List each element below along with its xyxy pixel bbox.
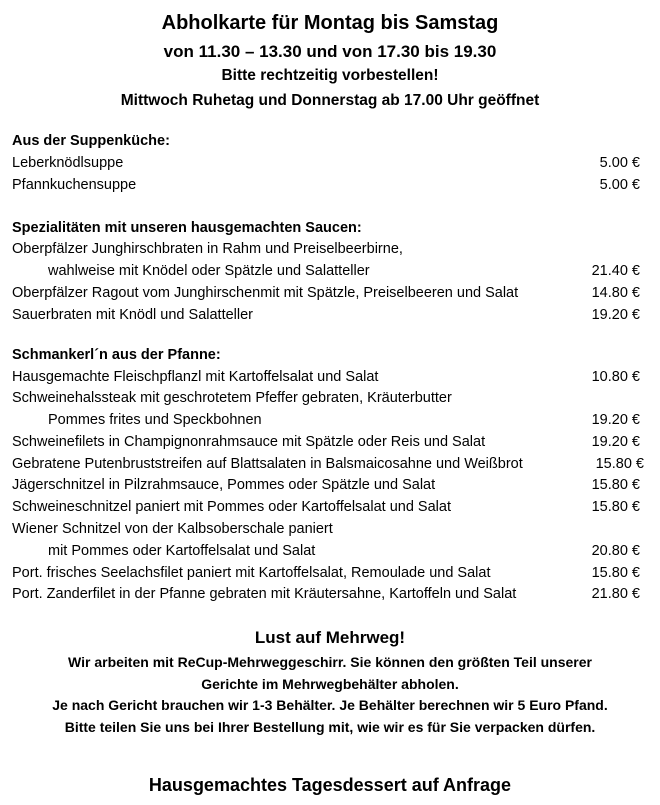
menu-item [12,543,652,563]
item-name: Port. Zanderfilet in der Pfanne gebraten mit Kräutersahne, Kartoffeln und Salat [12,586,517,602]
menu-item [12,456,652,476]
item-price: 21.40 € [591,263,640,279]
section-title-special: Spezialitäten mit unseren hausgemachten Saucen: [12,220,362,236]
menu-item [12,521,652,541]
opening-hours: von 11.30 – 13.30 und von 17.30 bis 19.30 [163,42,497,61]
item-name: Schweineschnitzel paniert mit Pommes oder Kartoffelsalat und Salat [12,499,451,515]
item-name: Leberknödlsuppe [12,155,124,171]
item-price: 10.80 € [591,369,640,385]
item-name: Sauerbraten mit Knödl und Salatteller [12,307,254,323]
item-name: Schweinefilets in Champignonrahmsauce mit Spätzle oder Reis und Salat [12,434,486,450]
item-name: Gebratene Putenbruststreifen auf Blattsalaten in Balsmaicosahne und Weißbrot [12,456,523,472]
item-name: wahlweise mit Knödel oder Spätzle und Salatteller [48,263,370,279]
item-name: Oberpfälzer Ragout vom Junghirschenmit mit Spätzle, Preiselbeeren und Salat [12,285,519,301]
menu-item [12,565,652,585]
item-price: 5.00 € [599,155,640,171]
menu-item [12,499,652,519]
item-price: 15.80 € [591,477,640,493]
menu-item [12,586,652,606]
menu-item [12,263,652,283]
item-price: 15.80 € [591,499,640,515]
mehrweg-title: Lust auf Mehrweg! [254,628,406,647]
order-note: Bitte rechtzeitig vorbestellen! [221,67,439,84]
mehrweg-line-1: Wir arbeiten mit ReCup-Mehrweggeschirr. Sie können den größten Teil unserer [68,654,592,670]
menu-item [12,434,652,454]
section-title-pan: Schmankerl´n aus der Pfanne: [12,347,221,363]
item-name: Pfannkuchensuppe [12,177,137,193]
section-title-soup: Aus der Suppenküche: [12,133,170,149]
mehrweg-line-3: Je nach Gericht brauchen wir 1-3 Behälter. Je Behälter berechnen wir 5 Euro Pfand. [52,697,608,713]
item-price: 19.20 € [591,307,640,323]
menu-item [12,307,652,327]
item-price: 5.00 € [599,177,640,193]
menu-item [12,241,652,261]
item-price: 21.80 € [591,586,640,602]
menu-item [12,155,652,175]
dessert-title: Hausgemachtes Tagesdessert auf Anfrage [148,775,512,795]
menu-item [12,477,652,497]
item-price: 20.80 € [591,543,640,559]
menu-item [12,177,652,197]
item-name: Wiener Schnitzel von der Kalbsoberschale paniert [12,521,333,537]
menu-item [12,390,652,410]
page-title: Abholkarte für Montag bis Samstag [161,12,499,34]
item-name: Jägerschnitzel in Pilzrahmsauce, Pommes oder Spätzle und Salat [12,477,436,493]
item-name: Oberpfälzer Junghirschbraten in Rahm und Preiselbeerbirne, [12,241,403,257]
item-name: Port. frisches Seelachsfilet paniert mit Kartoffelsalat, Remoulade und Salat [12,565,491,581]
item-price: 19.20 € [591,434,640,450]
item-name: Hausgemachte Fleischpflanzl mit Kartoffelsalat und Salat [12,369,379,385]
item-name: Pommes frites und Speckbohnen [48,412,262,428]
item-price: 14.80 € [591,285,640,301]
item-price: 15.80 € [591,565,640,581]
item-price: 19.20 € [591,412,640,428]
menu-item [12,285,652,305]
menu-item [12,412,652,432]
item-name: Schweinehalssteak mit geschrotetem Pfeffer gebraten, Kräuterbutter [12,390,452,406]
item-price: 15.80 € [595,456,644,472]
rest-day-note: Mittwoch Ruhetag und Donnerstag ab 17.00 Uhr geöffnet [120,92,540,109]
mehrweg-line-4: Bitte teilen Sie uns bei Ihrer Bestellung mit, wie wir es für Sie verpacken dürfen. [64,719,596,735]
menu-item [12,369,652,389]
mehrweg-line-2: Gerichte im Mehrwegbehälter abholen. [201,676,459,692]
item-name: mit Pommes oder Kartoffelsalat und Salat [48,543,316,559]
